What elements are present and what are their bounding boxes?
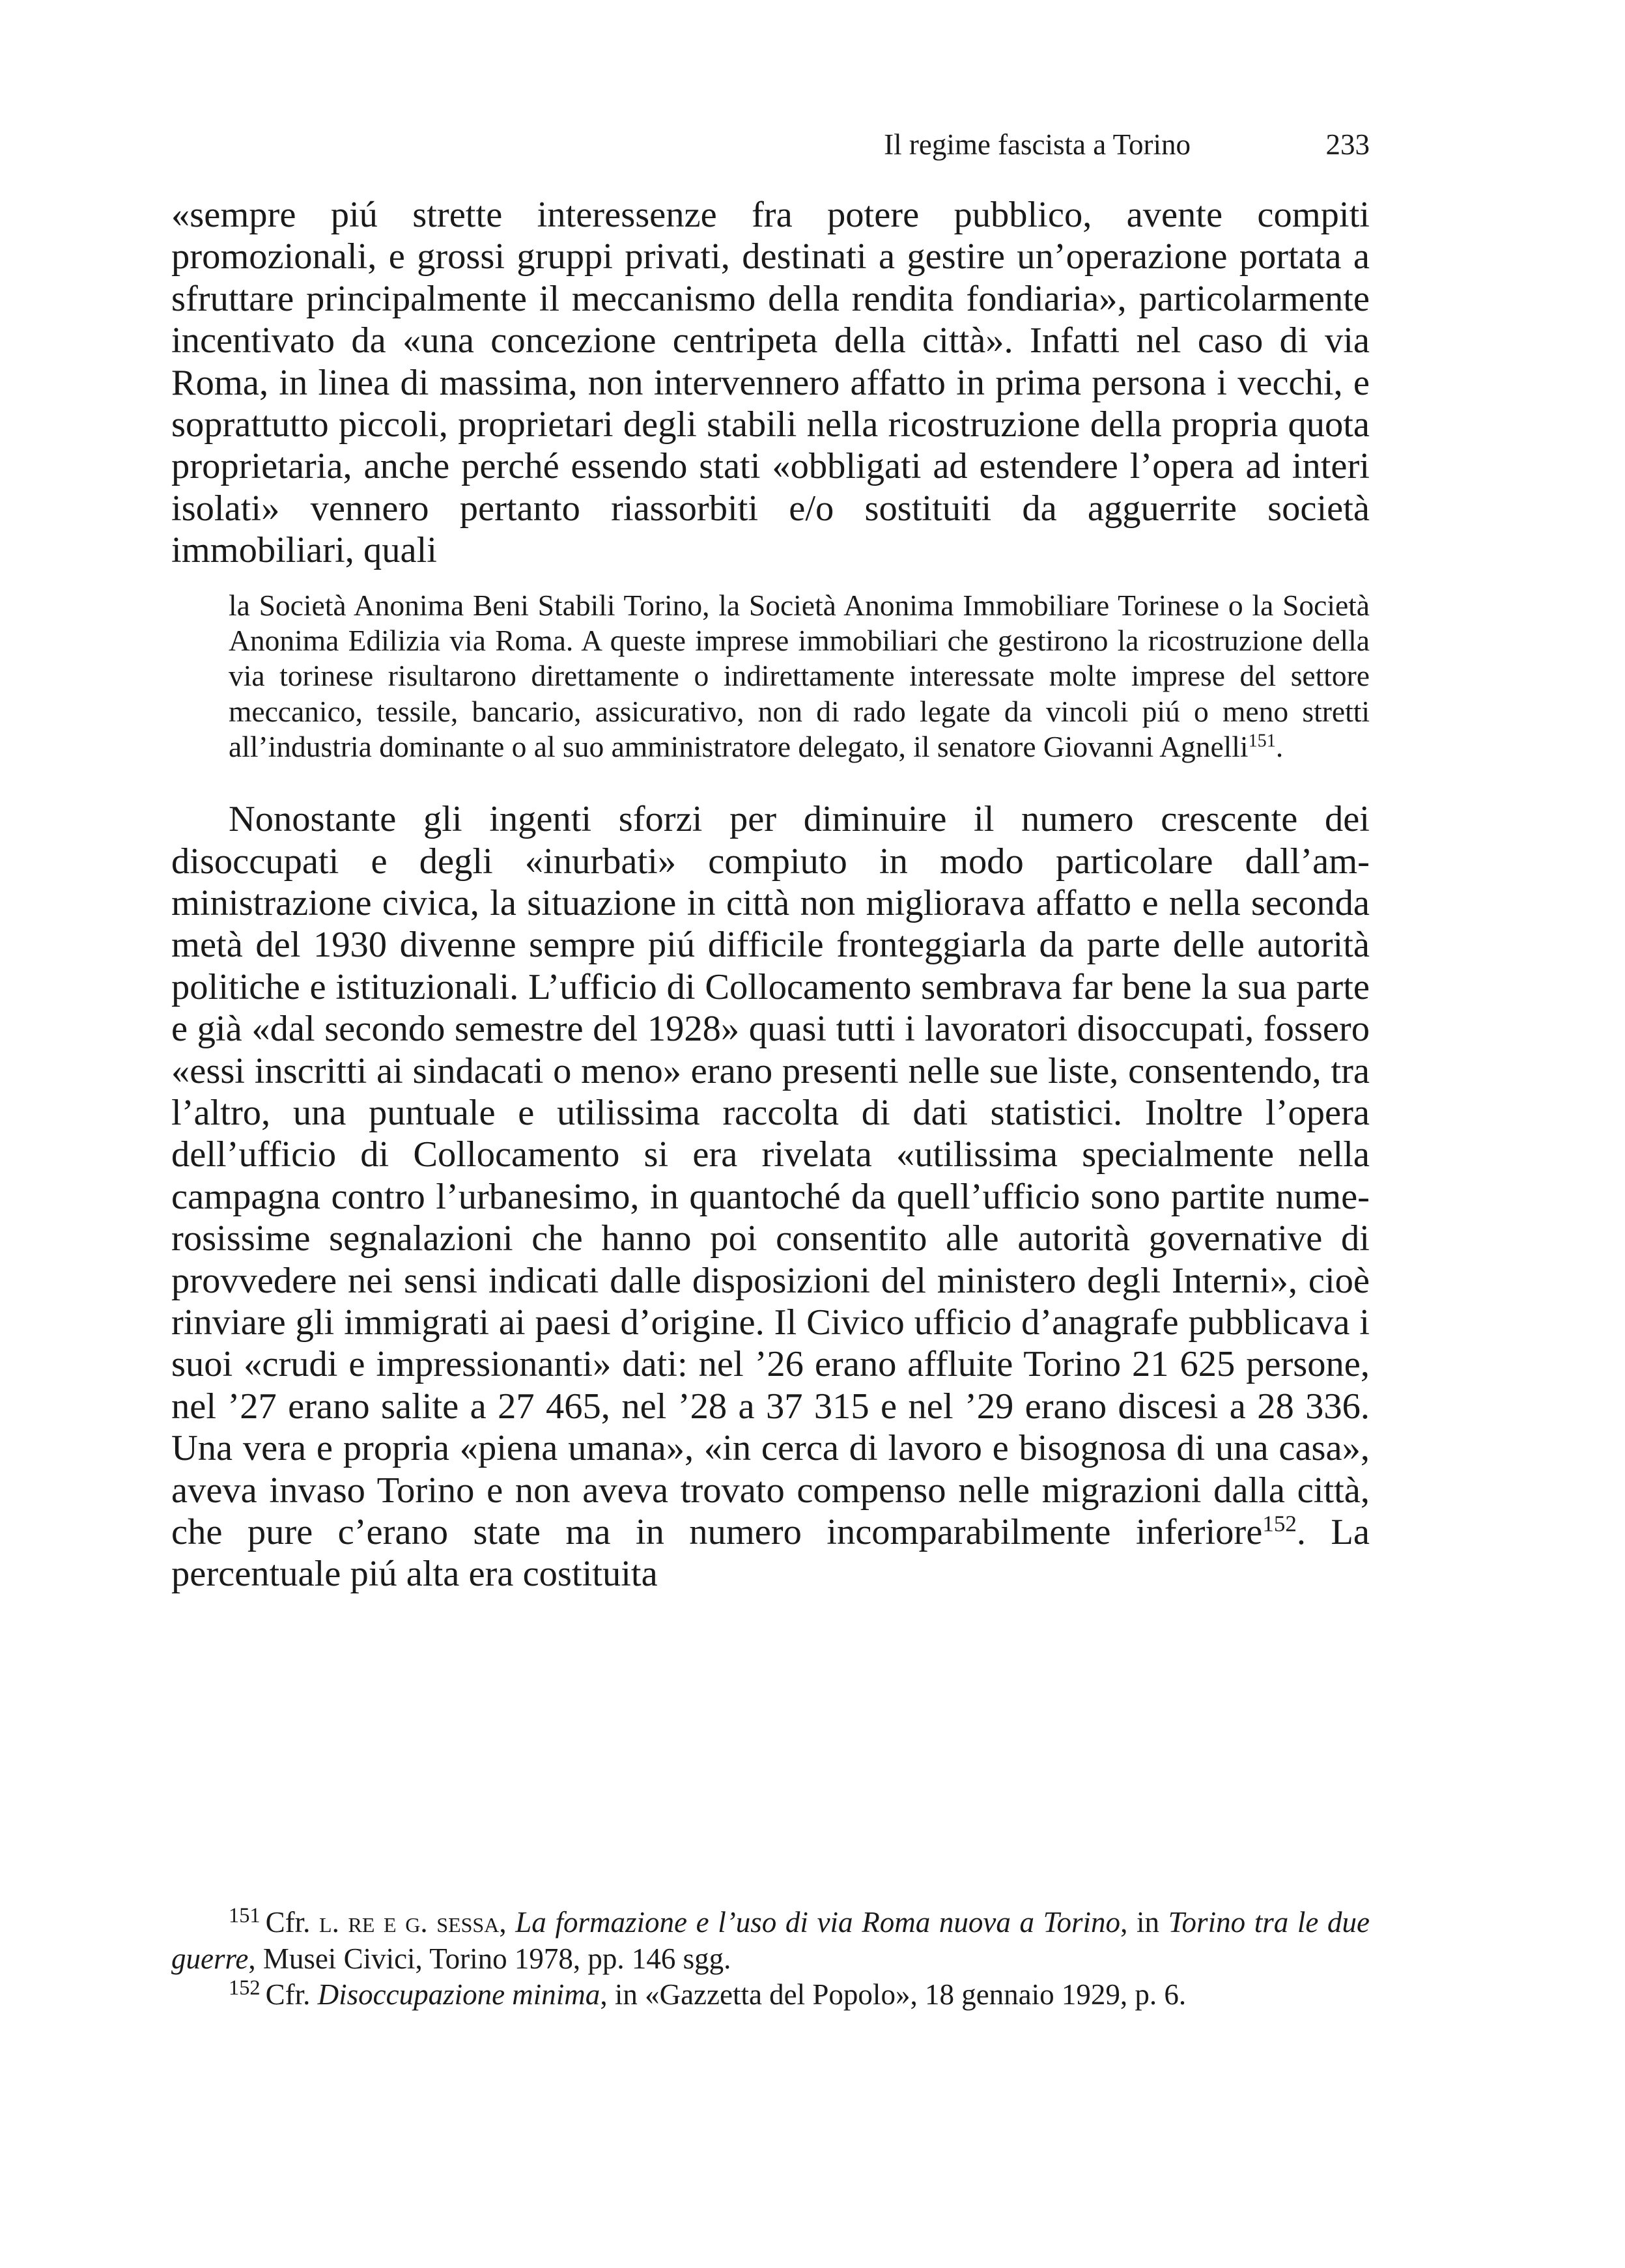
block-quote-text: la Società Anonima Beni Stabili Torino, la Società Anonima Immobiliare Torinese o la Società Anonima Edilizia via Roma. A queste imprese immobiliari che gestirono la ricostruzione della via torinese risultarono direttamente o indirettamente interessate molte imprese del settore meccanico, tessile, bancario, assicurativo, non di rado legate da vincoli piú o meno stretti all’industria dominante o al suo amministratore delegato, il senatore Giovanni Agnelli <box>229 588 1370 763</box>
running-head <box>171 125 1370 164</box>
running-title: Il regime fascista a Torino <box>884 128 1191 161</box>
footnote-152 <box>171 1977 1370 2013</box>
footnote-number: 151 <box>229 1904 261 1928</box>
footnote-sep: , <box>499 1906 507 1939</box>
footnote-author: l. re e g. sessa <box>319 1906 500 1939</box>
footnote-mid: , in <box>1120 1906 1159 1939</box>
footnote-ref-151[interactable]: 151 <box>1248 731 1276 751</box>
footnote-rest: , Musei Civici, Torino 1978, pp. 146 sgg. <box>248 1942 731 1975</box>
footnote-151 <box>171 1905 1370 1977</box>
footnote-prefix: Cfr. <box>265 1906 311 1939</box>
paragraph-continued <box>171 194 1370 572</box>
main-text <box>171 194 1370 1595</box>
footnote-rest: , in «Gazzetta del Popolo», 18 gennaio 1929, p. 6. <box>600 1978 1187 2011</box>
block-quote-end: . <box>1275 729 1284 763</box>
page-number: 233 <box>1325 128 1370 161</box>
block-quote <box>229 588 1370 764</box>
footnote-prefix: Cfr. <box>265 1978 311 2011</box>
paragraph <box>171 798 1370 1595</box>
footnote-number: 152 <box>229 1976 261 2000</box>
spacer <box>171 764 1370 798</box>
paragraph-text: «sempre piú strette interessenze fra potere pubblico, avente compiti promozionali, e grossi gruppi privati, destinati a gestire un’operazione portata a sfruttare principalmente il meccanismo della rendita fondiaria», particolarmente incentivato da «una concezione centripeta della città». Infatti nel caso di via Roma, in linea di massima, non intervennero affatto in prima persona i vecchi, e soprattutto piccoli, proprietari degli stabili nella ricostruzione della propria quota proprietaria, anche perché essendo stati «obbligati ad estendere l’opera ad interi isolati» vennero pertanto riassorbiti e/o sostituiti da agguerrite società immobiliari, quali <box>171 195 1370 571</box>
paragraph-end: . La percentuale piú alta era costituita <box>171 1512 1370 1595</box>
footnote-title: Disoccupazione minima <box>317 1978 601 2011</box>
footnotes <box>171 1905 1370 2013</box>
paragraph-text: Nonostante gli ingenti sforzi per diminuire il numero crescente dei disoccupati e degli «inurbati» compiuto in modo particolare dall’amministrazione civica, la situazione in città non migliorava affatto e nella seconda metà del 1930 divenne sempre piú difficile fronteggiarla da parte delle autorità politiche e istituzionali. L’ufficio di Collocamento sembrava far bene la sua parte e già «dal secondo semestre del 1928» quasi tutti i lavoratori disoccupati, fossero «essi inscritti ai sindacati o meno» erano presenti nelle sue liste, consentendo, tra l’altro, una puntuale e utilissima raccolta di dati statistici. Inoltre l’opera dell’ufficio di Collocamento si era rivelata «utilissima specialmente nella campagna contro l’urbanesimo, in quantoché da quell’ufficio sono partite numerosissime segnalazioni che hanno poi consentito alle autorità governative di provvedere nei sensi indicati dalle disposizioni del ministero degli Interni», cioè rinviare gli immigrati ai paesi d’origine. Il Civico ufficio d’anagrafe pubblicava i suoi «crudi e impressionanti» dati: nel ’26 erano affluite Torino 21 625 persone, nel ’27 erano salite a 27 465, nel ’28 a 37 315 e nel ’29 erano discesi a 28 336. Una vera e propria «piena umana», «in cerca di lavoro e bisognosa di una casa», aveva invaso Torino e non aveva trovato compenso nelle migrazioni dalla città, che pure c’erano state ma in numero incomparabilmente inferiore <box>171 799 1370 1553</box>
footnote-title-2: Torino tra le due guerre <box>171 1906 1370 1975</box>
footnote-title: La formazione e l’uso di via Roma nuova a Torino <box>515 1906 1121 1939</box>
footnote-ref-152[interactable]: 152 <box>1262 1511 1297 1537</box>
